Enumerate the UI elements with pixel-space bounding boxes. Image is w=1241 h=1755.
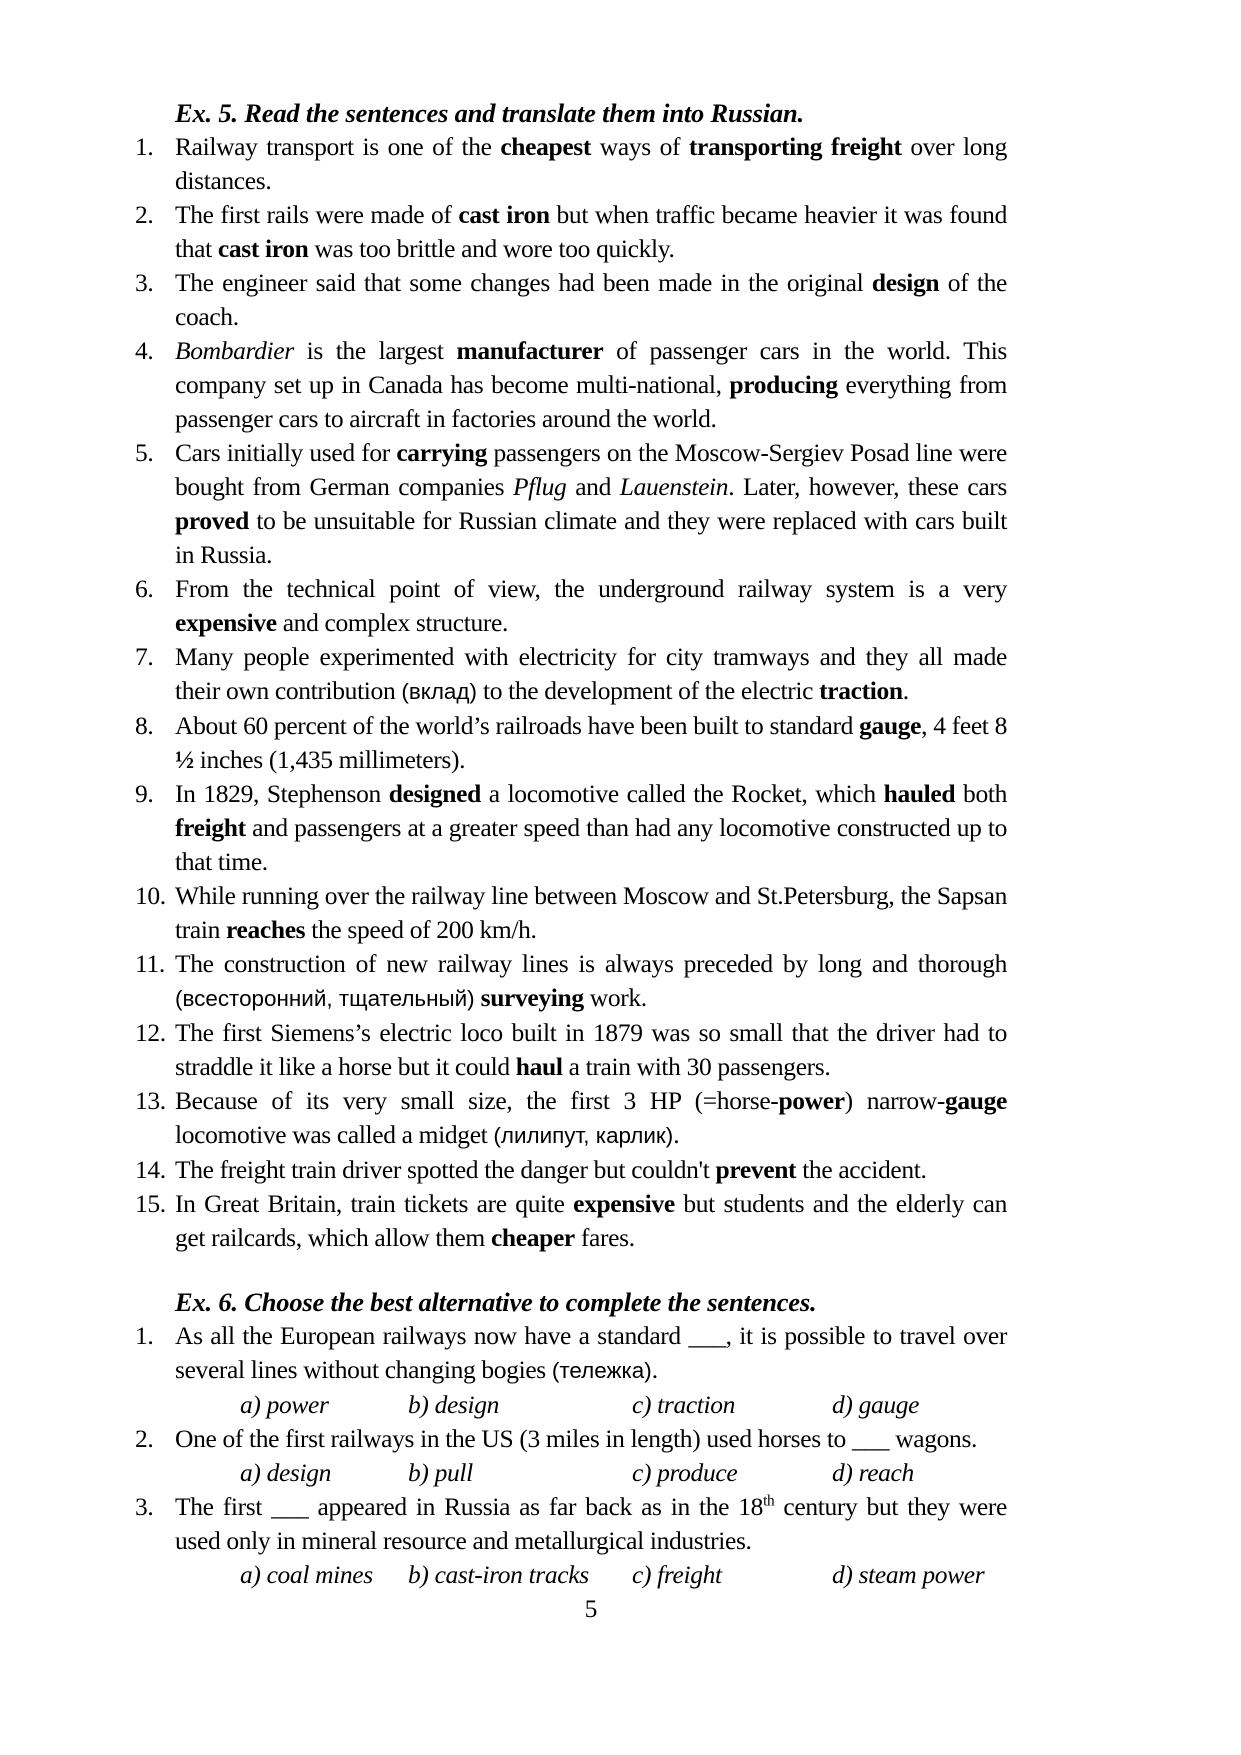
text-run: a train with 30 passengers. <box>562 1052 831 1081</box>
ex6-list <box>135 1319 1007 1592</box>
sentence-item <box>135 879 1007 947</box>
bold-term: gauge <box>859 711 922 740</box>
text-run: The engineer said that some changes had been made in the original <box>175 268 872 297</box>
item-number: 13. <box>135 1086 166 1115</box>
sentence-item <box>135 572 1007 640</box>
sentence-item <box>135 1187 1007 1255</box>
item-number: 6. <box>135 574 154 603</box>
text-run: ) narrow- <box>844 1086 945 1115</box>
option-d: d) reach <box>832 1458 914 1487</box>
sentence-line <box>135 1153 1007 1187</box>
item-number: 7. <box>135 642 154 671</box>
sentence-line <box>135 198 1007 266</box>
text-run: to be unsuitable for Russian climate and they were replaced with cars built in Russia. <box>175 506 1007 569</box>
option-d: d) steam power <box>832 1560 985 1589</box>
sentence-line <box>135 777 1007 879</box>
item-text <box>175 266 1007 334</box>
text-run: to the development of the electric <box>476 676 820 705</box>
option-c: c) freight <box>632 1560 722 1589</box>
bold-term: haul <box>515 1052 563 1081</box>
text-run: everything from passenger cars to aircraft in factories around the world. <box>175 370 1008 433</box>
text-run: the accident. <box>796 1155 927 1184</box>
sentence-line <box>135 130 1007 198</box>
ex6-title: Ex. 6. Choose the best alternative to complete the sentences. <box>175 1287 817 1317</box>
text-run: is the largest <box>293 336 457 365</box>
russian-gloss-text: (вклад) <box>401 679 477 704</box>
sentence-line <box>135 572 1007 640</box>
item-text <box>175 640 1007 709</box>
bold-term: producing <box>729 370 838 399</box>
bold-term: freight <box>175 813 246 842</box>
item-number: 15. <box>135 1189 166 1218</box>
option-a: a) design <box>240 1458 332 1487</box>
text-run: ways of <box>591 132 689 161</box>
text-run: but students and the elderly can get railcards, which allow them <box>175 1189 1007 1252</box>
sentence-item <box>135 1084 1007 1153</box>
text-run: The first ___ appeared in Russia as far back as in the 18 <box>175 1492 764 1521</box>
text-run: . <box>902 676 909 705</box>
text-run: locomotive was called a midget <box>175 1120 494 1149</box>
item-text <box>175 777 1007 879</box>
item-number: 2. <box>135 1424 154 1453</box>
answer-options-row <box>135 1558 1007 1592</box>
text-run: was too brittle and wore too quickly. <box>308 234 675 263</box>
answer-options-row <box>135 1388 1007 1422</box>
sentence-line <box>135 334 1007 436</box>
text-run: The freight train driver spotted the danger but couldn't <box>175 1155 716 1184</box>
bold-term: expensive <box>175 608 277 637</box>
italic-term: Pflug <box>512 472 567 501</box>
russian-gloss-text: (лилипут, карлик) <box>493 1123 674 1148</box>
page-number: 5 <box>584 1594 598 1623</box>
item-text <box>175 709 1007 777</box>
item-text <box>175 1187 1007 1255</box>
item-text <box>175 572 1007 640</box>
option-b: b) design <box>408 1390 500 1419</box>
bold-term: hauled <box>883 779 956 808</box>
text-run: of passenger cars in the world. This company set up in Canada has become multi-national, <box>175 336 1007 399</box>
text-run: inches (1,435 millimeters). <box>193 745 466 774</box>
text-run: Cars initially used for <box>175 438 397 467</box>
sentence-item <box>135 334 1007 436</box>
item-text <box>175 1319 1007 1388</box>
text-run: About 60 percent of the world’s railroads have been built to standard <box>175 711 860 740</box>
text-run: One of the first railways in the US (3 miles in length) used horses to ___ wagons. <box>175 1424 978 1453</box>
sentence-line <box>135 879 1007 947</box>
text-run: . Later, however, these cars <box>728 472 1007 501</box>
text-run: a locomotive called the Rocket, which <box>480 779 884 808</box>
text-run: work. <box>583 983 647 1012</box>
russian-gloss-text: (тележка) <box>551 1358 652 1383</box>
item-text <box>175 334 1007 436</box>
bold-term: transporting freight <box>688 132 902 161</box>
item-number: 10. <box>135 881 166 910</box>
bold-term: carrying <box>396 438 487 467</box>
sentence-item <box>135 1016 1007 1084</box>
text-run: over long distances. <box>175 132 1007 195</box>
text-run: the speed of 200 km/h. <box>305 915 537 944</box>
item-number: 5. <box>135 438 154 467</box>
item-number: 8. <box>135 711 154 740</box>
ex5-title: Ex. 5. Read the sentences and translate them into Russian. <box>175 98 804 128</box>
text-run: Because of its very small size, the first 3 HP (=horse- <box>175 1086 779 1115</box>
sentence-line <box>135 947 1007 1016</box>
bold-term: cast iron <box>217 234 309 263</box>
bold-term: design <box>871 268 940 297</box>
bold-term: expensive <box>573 1189 675 1218</box>
russian-gloss-text: (всесторонний, тщательный) <box>175 986 475 1011</box>
text-run: but when traffic became heavier it was found that <box>175 200 1007 263</box>
sentence-item <box>135 777 1007 879</box>
sentence-item <box>135 1319 1007 1422</box>
bold-term: traction <box>819 676 903 705</box>
item-number: 3. <box>135 268 154 297</box>
italic-term: Lauenstein <box>619 472 729 501</box>
option-c: c) traction <box>632 1390 736 1419</box>
option-a: a) coal mines <box>240 1560 373 1589</box>
sentence-line <box>135 640 1007 709</box>
bold-term: designed <box>388 779 481 808</box>
text-run: and passengers at a greater speed than had any locomotive constructed up to that time. <box>175 813 1007 876</box>
ex5-list <box>135 130 1007 1255</box>
sentence-line <box>135 1490 1007 1558</box>
text-run: Many people experimented with electricity for city tramways and they all made their own contribution <box>175 642 1007 705</box>
text-run: The construction of new railway lines is always preceded by long and thorough <box>175 949 1007 978</box>
sentence-item <box>135 1153 1007 1187</box>
item-text <box>175 947 1007 1016</box>
item-number: 2. <box>135 200 154 229</box>
text-run: From the technical point of view, the underground railway system is a very <box>175 574 1007 603</box>
bold-term: proved <box>175 506 249 535</box>
sentence-line <box>135 709 1007 777</box>
item-number: 1. <box>135 1321 154 1350</box>
sentence-line <box>135 436 1007 572</box>
bold-term: gauge <box>944 1086 1007 1115</box>
item-text <box>175 1084 1007 1153</box>
item-text <box>175 879 1007 947</box>
item-text <box>175 1490 1007 1558</box>
italic-term: Bombardier <box>175 336 294 365</box>
item-number: 9. <box>135 779 154 808</box>
text-run: fares. <box>574 1223 635 1252</box>
text-run: , 4 feet 8 <box>921 711 1007 740</box>
text-run: In 1829, Stephenson <box>175 779 389 808</box>
item-text <box>175 1153 1007 1187</box>
sentence-line <box>135 1016 1007 1084</box>
text-run: and complex structure. <box>276 608 508 637</box>
bold-term: power <box>778 1086 845 1115</box>
bold-term: ½ <box>175 745 194 774</box>
option-c: c) produce <box>632 1458 738 1487</box>
sentence-item <box>135 266 1007 334</box>
sentence-item <box>135 198 1007 266</box>
page-content <box>135 0 1007 1626</box>
item-text <box>175 1016 1007 1084</box>
item-number: 11. <box>135 949 165 978</box>
item-text <box>175 198 1007 266</box>
item-number: 12. <box>135 1018 166 1047</box>
text-run: In Great Britain, train tickets are quite <box>175 1189 574 1218</box>
sentence-item <box>135 640 1007 709</box>
text-run: Railway transport is one of the <box>175 132 501 161</box>
bold-term: reaches <box>226 915 306 944</box>
sentence-item <box>135 709 1007 777</box>
superscript-text: th <box>763 1492 775 1510</box>
text-run: . <box>651 1355 658 1384</box>
sentence-line <box>135 1187 1007 1255</box>
sentence-line <box>135 266 1007 334</box>
sentence-item <box>135 1422 1007 1490</box>
text-run: and <box>566 472 620 501</box>
text-run: century but they were used only in mineral resource and metallurgical industries. <box>175 1492 1008 1555</box>
item-number: 14. <box>135 1155 166 1184</box>
text-run: While running over the railway line between Moscow and St.Petersburg, the Sapsan train <box>175 881 1007 944</box>
option-a: a) power <box>240 1390 329 1419</box>
item-text <box>175 436 1007 572</box>
text-run: passengers on the Moscow-Sergiev Posad line were bought from German companies <box>175 438 1007 501</box>
sentence-item <box>135 1490 1007 1592</box>
text-run: of the coach. <box>175 268 1007 331</box>
text-run: The first Siemens’s electric loco built in 1879 was so small that the driver had to straddle it like a horse but it could <box>175 1018 1007 1081</box>
sentence-line <box>135 1422 1007 1456</box>
item-number: 1. <box>135 132 154 161</box>
bold-term: cheaper <box>490 1223 575 1252</box>
bold-term: surveying <box>480 983 584 1012</box>
item-text <box>175 1422 1007 1456</box>
bold-term: cheapest <box>500 132 592 161</box>
text-run: . <box>673 1120 680 1149</box>
item-text <box>175 130 1007 198</box>
text-run: both <box>955 779 1007 808</box>
sentence-item <box>135 947 1007 1016</box>
answer-options-row <box>135 1456 1007 1490</box>
text-run: As all the European railways now have a standard ___, it is possible to travel over several lines without changing bogies <box>175 1321 1007 1384</box>
option-b: b) cast-iron tracks <box>408 1560 589 1589</box>
option-d: d) gauge <box>832 1390 920 1419</box>
bold-term: manufacturer <box>456 336 604 365</box>
bold-term: cast iron <box>458 200 550 229</box>
option-b: b) pull <box>408 1458 473 1487</box>
sentence-line <box>135 1084 1007 1153</box>
item-number: 3. <box>135 1492 154 1521</box>
sentence-item <box>135 130 1007 198</box>
sentence-item <box>135 436 1007 572</box>
item-number: 4. <box>135 336 154 365</box>
text-run: The first rails were made of <box>175 200 459 229</box>
bold-term: prevent <box>715 1155 797 1184</box>
sentence-line <box>135 1319 1007 1388</box>
